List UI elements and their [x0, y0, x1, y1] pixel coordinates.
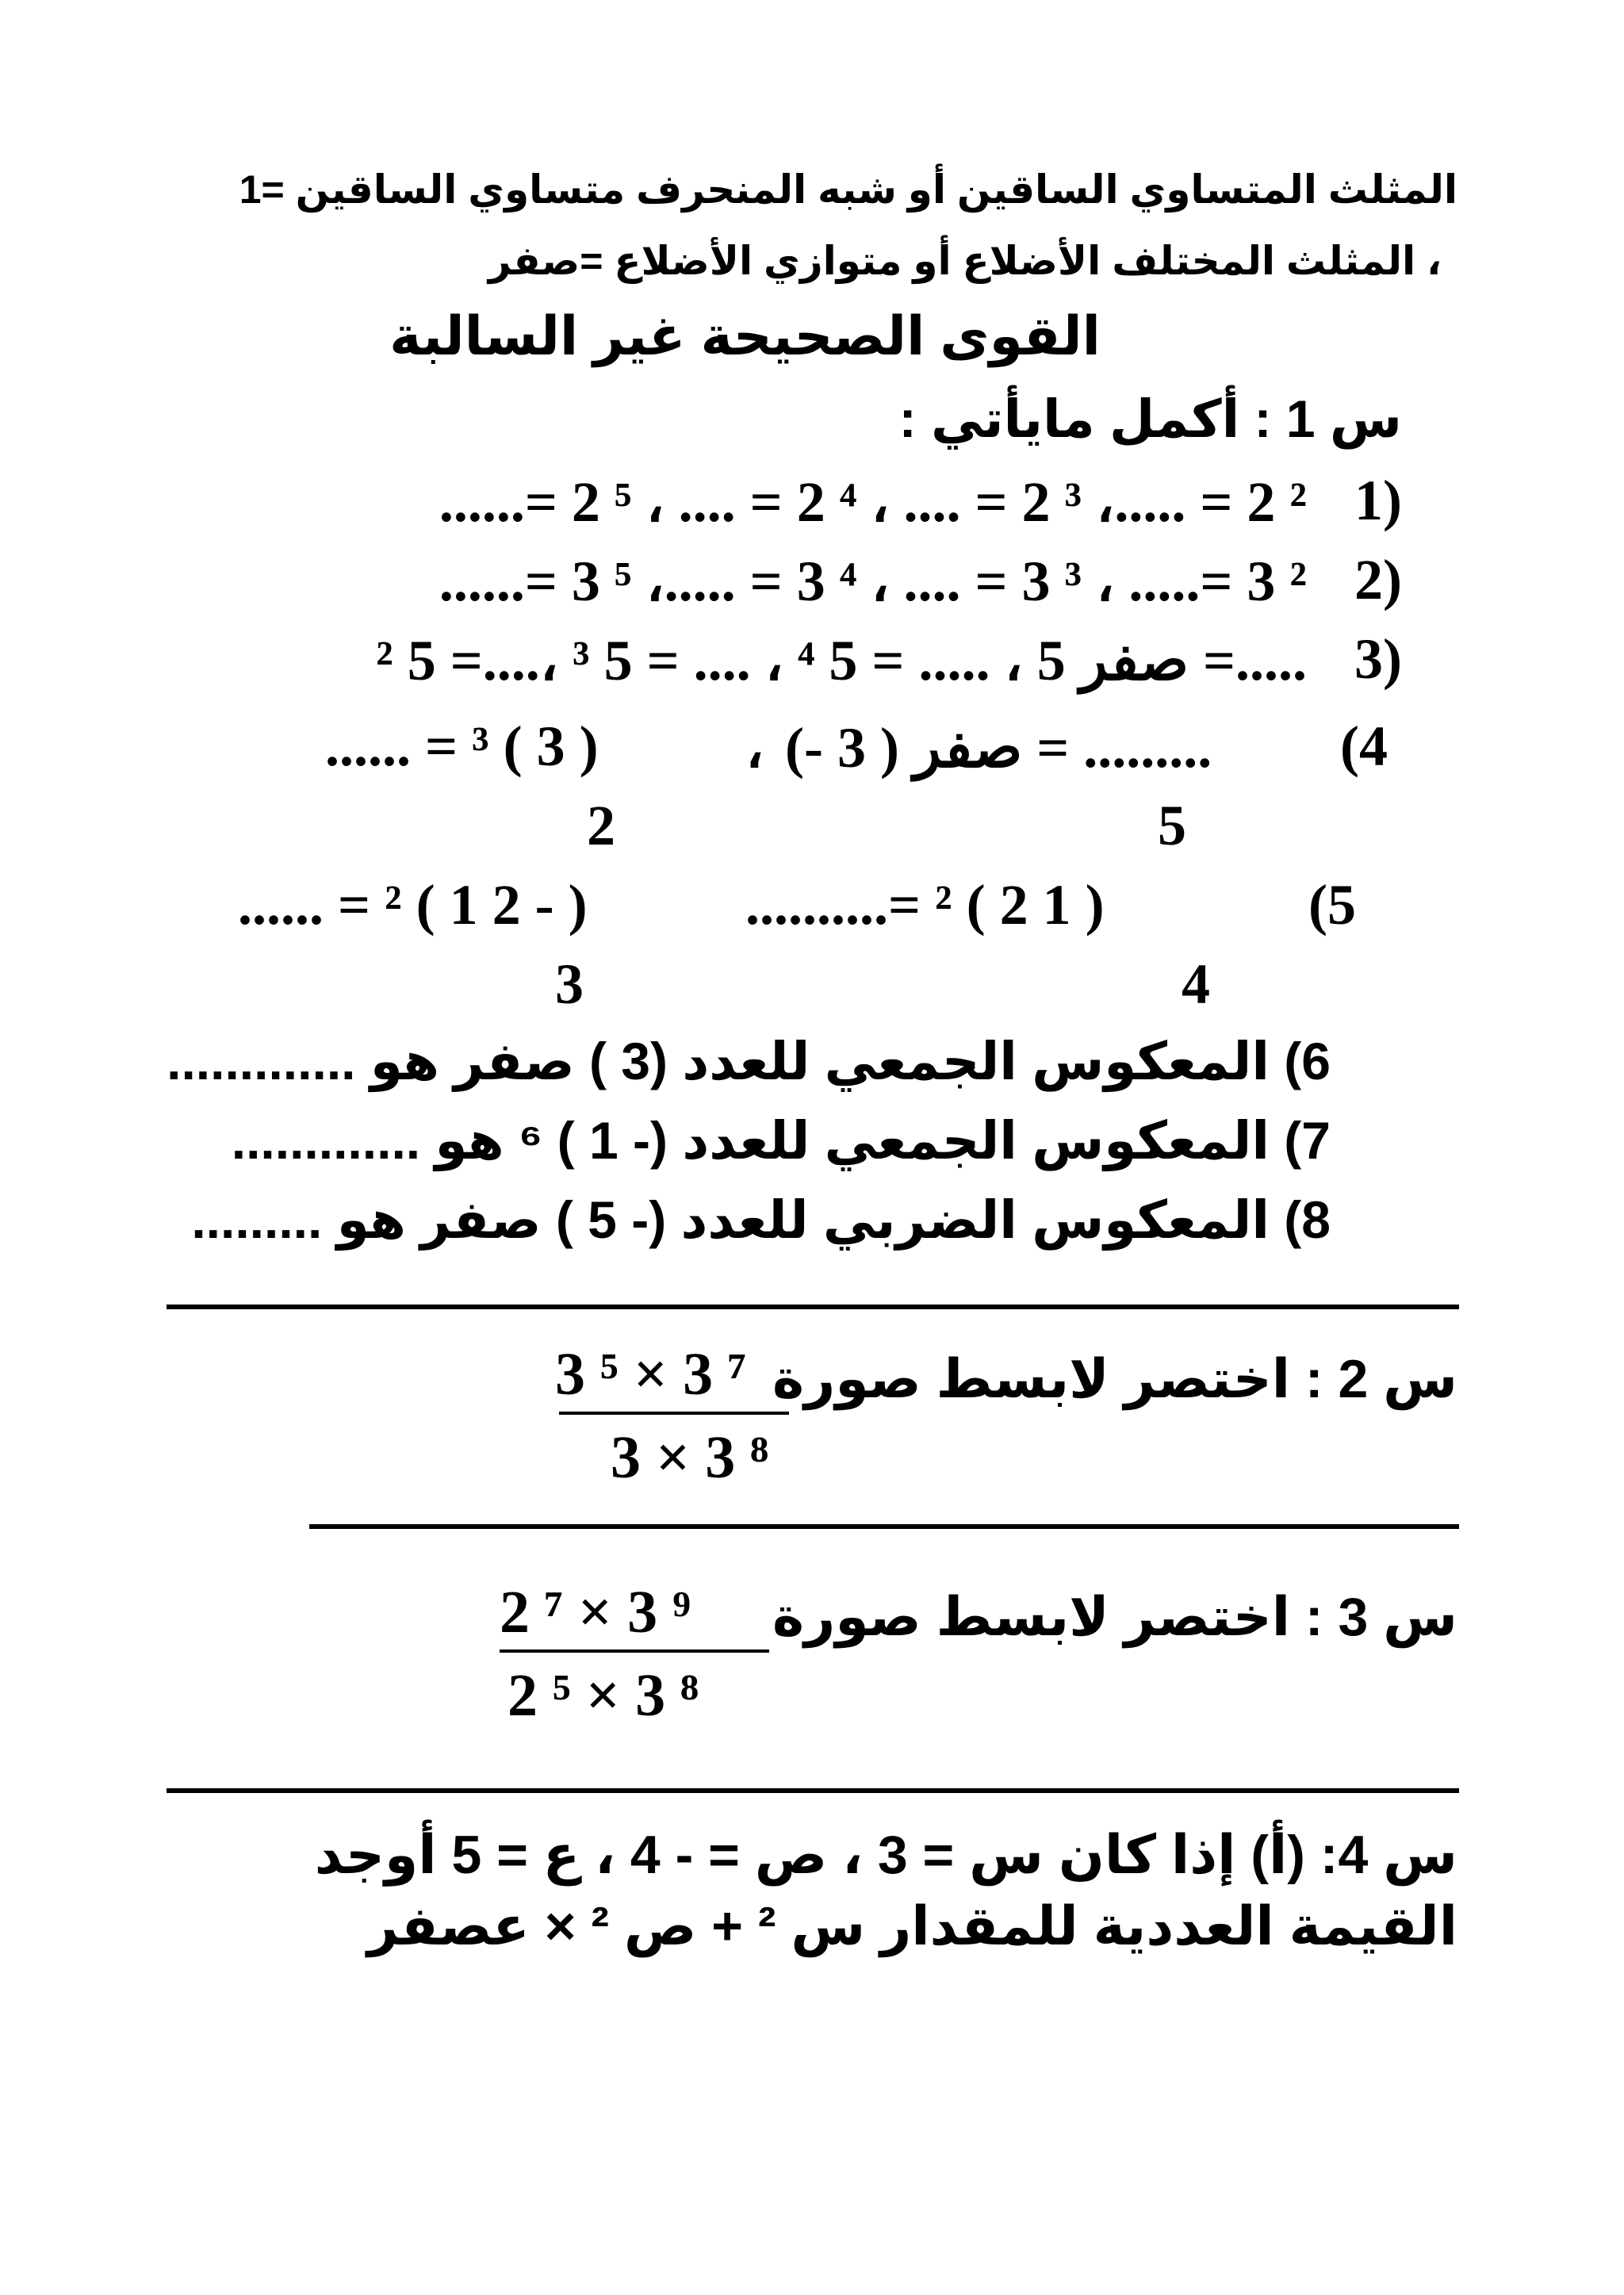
q1-item-3: .....= صفر 5 ، ..... = 5 ⁴ ، .... = 5 ³ ،....= 5 ²: [376, 629, 1307, 692]
divider-3: [167, 1788, 1459, 1793]
q1-item-4a: ...... = ³ ( 3 ): [325, 715, 599, 778]
q1-item-5b: ..........= ² ( 2 1 ): [745, 873, 1105, 937]
q1-item-3-number: 3): [1354, 627, 1402, 691]
q2-label: س 2 : اختصر لابسط صورة: [772, 1349, 1457, 1409]
q3-fraction-bar: [500, 1649, 769, 1653]
q2-denominator: 3 × 3 ⁸: [611, 1424, 769, 1491]
q1-item-5a-denominator: 3: [555, 952, 584, 1016]
q1-item-7: 7) المعكوس الجمعي للعدد (- 1 ) ⁶ هو .............: [231, 1111, 1331, 1170]
q3-denominator: 2 ⁵ × 3 ⁸: [508, 1662, 699, 1729]
q1-title: س 1 : أكمل مايأتي :: [898, 389, 1402, 448]
q1-item-5b-denominator: 4: [1182, 952, 1210, 1016]
header-line-2: ، المثلث المختلف الأضلاع أو متوازي الأضلاع =صفر: [488, 239, 1442, 283]
q3-label: س 3 : اختصر لابسط صورة: [772, 1587, 1457, 1647]
q1-item-4a-denominator: 2: [587, 794, 615, 857]
q4-line-2: القيمة العددية للمقدار س ² + ص ² × عصفر: [367, 1896, 1457, 1956]
page-title: القوى الصحيحة غير السالبة: [389, 306, 1101, 366]
q1-item-8: 8) المعكوس الضربي للعدد (- 5 ) صفر هو .........: [191, 1190, 1331, 1249]
q3-numerator: 2 ⁷ × 3 ⁹: [500, 1579, 691, 1646]
q2-fraction-bar: [559, 1412, 789, 1415]
q1-item-5a: ...... = ² ( 1 2 - ): [238, 873, 588, 937]
q1-item-4b: ......... = صفر ( 3 -): [785, 716, 1212, 780]
q4-line-1: س 4: (أ) إذا كان س = 3 ، ص = - 4 ، ع = 5 أوجد: [314, 1825, 1457, 1885]
divider-1: [167, 1305, 1459, 1309]
q1-item-4b-denominator: 5: [1158, 794, 1186, 857]
q1-item-1: ......= 2 ⁵ ، .... = 2 ⁴ ، .... = 2 ³ ،..... = 2 ²: [439, 470, 1307, 534]
q1-item-5-number: (5: [1308, 873, 1356, 937]
q1-item-6: 6) المعكوس الجمعي للعدد (3 ) صفر هو .............: [167, 1032, 1331, 1090]
q1-item-4-separator: ،: [745, 716, 764, 780]
header-line-1: المثلث المتساوي الساقين أو شبه المنحرف متساوي الساقين =1: [239, 167, 1457, 212]
divider-2: [309, 1524, 1459, 1529]
q1-item-2: ......= 3 ⁵ ،..... = 3 ⁴ ، .... = 3 ³ ، .....= 3 ²: [439, 550, 1307, 613]
q1-item-1-number: 1): [1354, 469, 1402, 532]
q1-item-2-number: 2): [1354, 548, 1402, 611]
q1-item-4-number: (4: [1340, 715, 1388, 778]
q2-numerator: 3 ⁵ × 3 ⁷: [555, 1341, 746, 1408]
